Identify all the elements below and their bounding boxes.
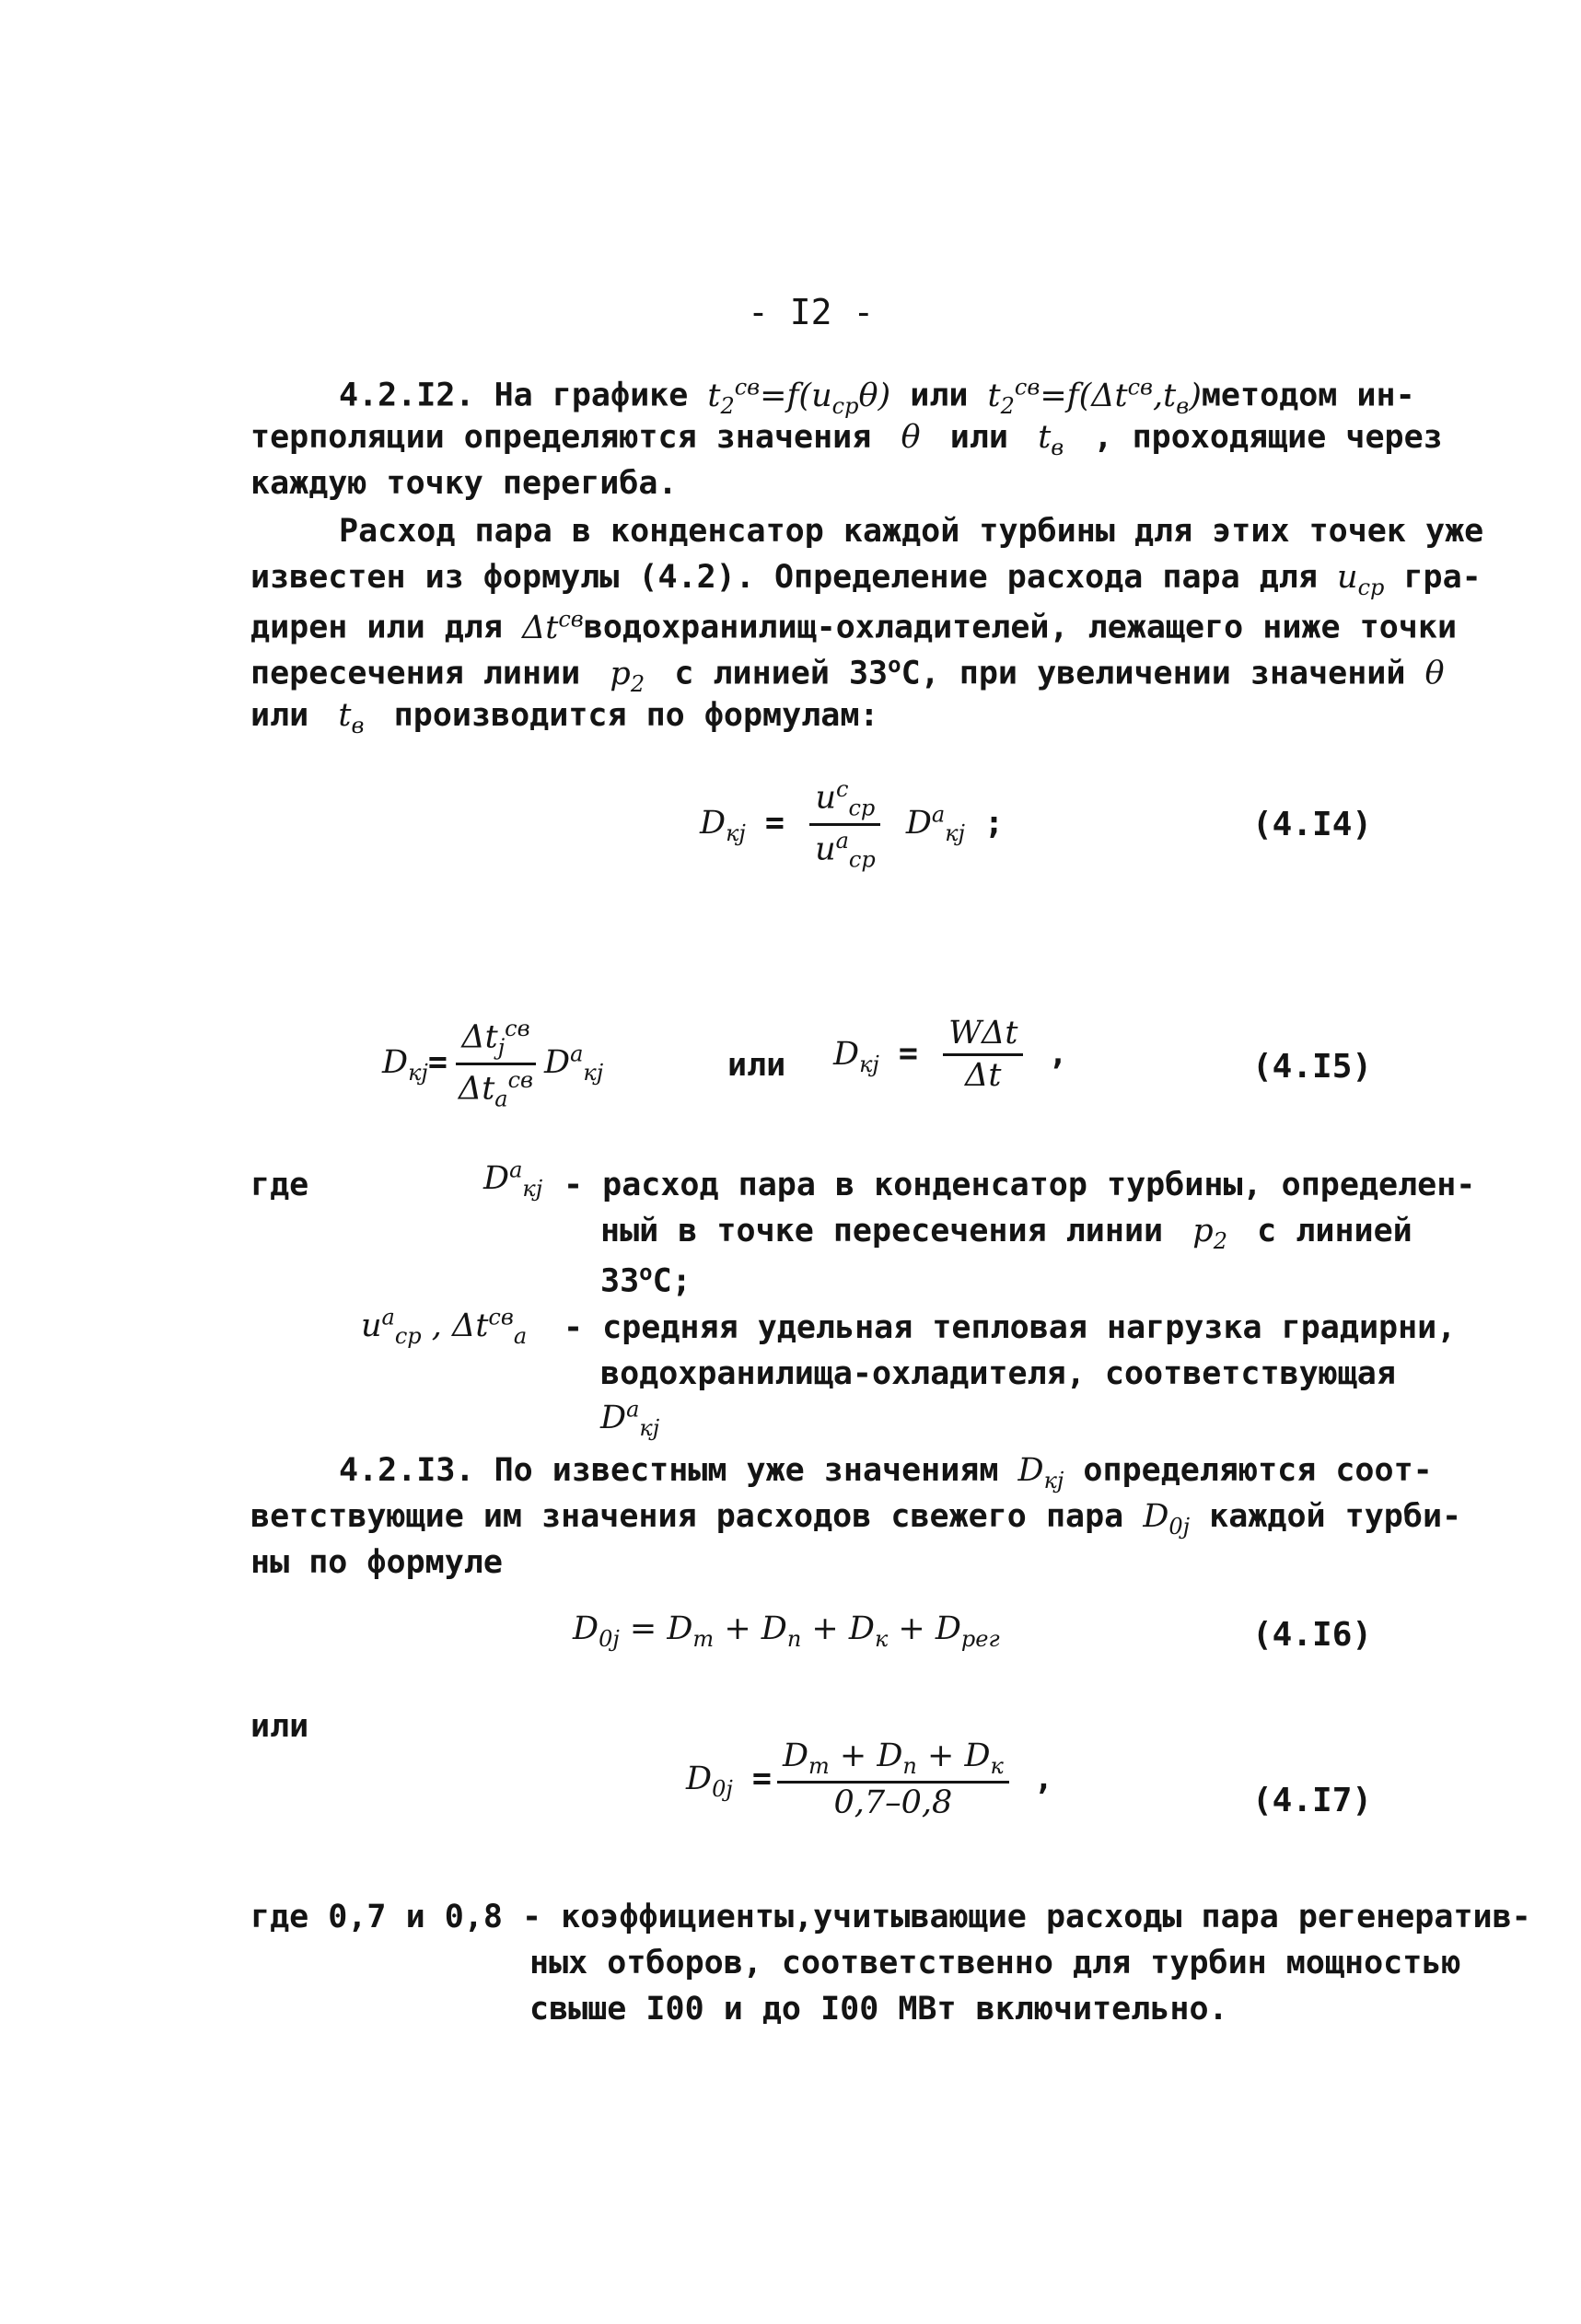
- definition-1-line-1: - расход пара в конденсатор турбины, определен-: [564, 1167, 1476, 1203]
- page-number: - I2 -: [748, 292, 875, 332]
- paragraph-rashod-line-4: пересечения линии $p_2$ с линией $33^оС$, при увеличении значений θ: [250, 652, 1445, 697]
- definition-1-line-2: ный в точке пересечения линии $p_2$ с линией: [600, 1213, 1412, 1254]
- paragraph-4-2-12-line-3: каждую точку перегиба.: [250, 465, 678, 502]
- coefficients-line-3: свыше I00 и до I00 МВт включительно.: [529, 1991, 1228, 2028]
- paragraph-4-2-13-line-1: 4.2.I3. По известным уже значениям $D_{кj}$ определяются соот-: [339, 1452, 1433, 1493]
- equation-number-4-17: (4.I7): [1252, 1782, 1373, 1819]
- definition-2-line-1: - средняя удельная тепловая нагрузка градирни,: [564, 1309, 1457, 1346]
- equation-number-4-14: (4.I4): [1252, 806, 1373, 843]
- definition-2-symbol: $u^а_{ср}$ , $\Delta t^{св}_а$: [361, 1304, 528, 1349]
- definition-2-line-3: $D^а_{кj}$: [600, 1396, 660, 1441]
- paragraph-4-2-12-line-1: 4.2.I2. На графике $t_2^{св}=f(u_{ср}\theta)$ или $t_2^{св}=f(\Delta t^{св},t_в)методом$ ин-: [339, 374, 1415, 419]
- or-label: или: [250, 1708, 309, 1745]
- paragraph-4-2-13-line-3: ны по формуле: [250, 1544, 503, 1581]
- equation-number-4-16: (4.I6): [1252, 1616, 1373, 1654]
- coefficients-line-1: где 0,7 и 0,8 - коэффициенты,учитывающие расходы пара регенератив-: [250, 1899, 1531, 1935]
- paragraph-rashod-line-2: известен из формулы (4.2). Определение расхода пара для $u_{ср}$ гра-: [250, 559, 1482, 600]
- equation-4-15-left: $D_{кj}=$ $\frac{\Delta t_j^{св}}{\Delta t_а^{св}}$ $D^а_{кj}$: [382, 1016, 604, 1112]
- where-label: где: [250, 1167, 309, 1203]
- equation-4-14: $D_{кj}$ = $\frac{u^с_{ср}}{u^а_{ср}}$ $D^а_{кj}$ ;: [700, 776, 1005, 873]
- coefficients-line-2: ных отборов, соответственно для турбин мощностью: [529, 1945, 1461, 1981]
- equation-4-17: $D_{0j}$ = $\frac{D_т + D_п + D_к}{0,7-0,8}$ ,: [686, 1737, 1054, 1821]
- equation-4-15-right: $D_{кj}$ = $\frac{\text{WΔt}}{\Delta t}$ ,: [833, 1015, 1068, 1094]
- definition-1-symbol: $D^а_{кj}$: [483, 1156, 543, 1202]
- equation-4-15-or: или: [727, 1047, 786, 1084]
- paragraph-4-2-13-line-2: ветствующие им значения расходов свежего пара $D_{0j}$ каждой турби-: [250, 1498, 1462, 1540]
- paragraph-rashod-line-1: Расход пара в конденсатор каждой турбины для этих точек уже: [339, 513, 1484, 550]
- paragraph-rashod-line-5: или $t_в$ производится по формулам:: [250, 697, 879, 738]
- paragraph-rashod-line-3: дирен или для $\Delta t^{св}водохранилищ$-охладителей, лежащего ниже точки: [250, 606, 1458, 646]
- paragraph-4-2-12-line-2: терполяции определяются значения θ или $t_в$ , проходящие через: [250, 419, 1443, 460]
- definition-1-line-3: $33^оС$;: [600, 1260, 692, 1300]
- equation-number-4-15: (4.I5): [1252, 1048, 1373, 1086]
- equation-4-16: $D_{0j} = D_т + D_п + D_к + D_{рег}$: [573, 1610, 1000, 1652]
- definition-2-line-2: водохранилища-охладителя, соответствующая: [600, 1355, 1396, 1392]
